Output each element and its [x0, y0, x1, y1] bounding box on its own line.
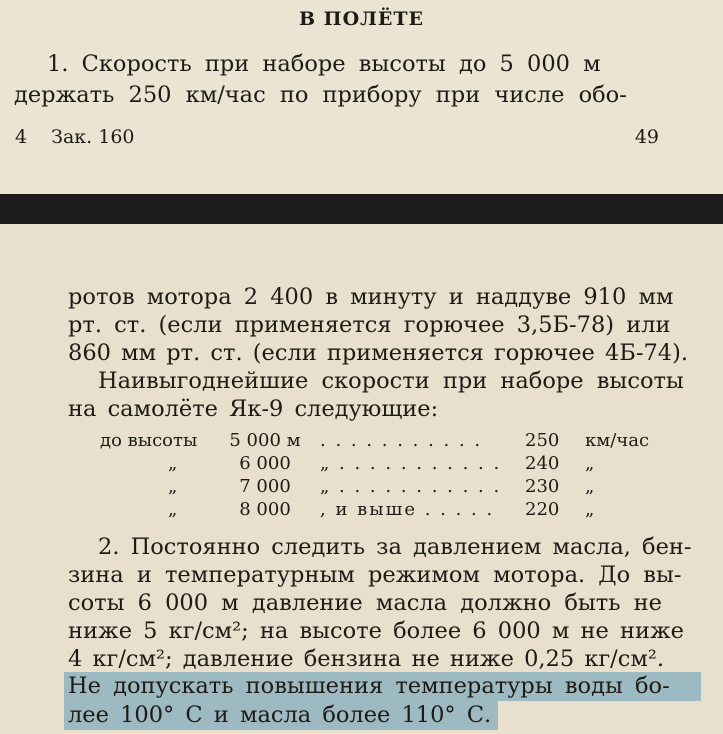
speed-table-row — [100, 498, 675, 522]
speed-value: 240 — [525, 453, 560, 474]
speed-unit: км/час — [585, 430, 650, 451]
speed-table-row — [100, 429, 675, 453]
text-line: 1. Скорость при наборе высоты до 5 000 м — [47, 51, 601, 77]
speed-value: 250 — [525, 430, 560, 451]
highlighted-line[interactable]: лее 100° С и масла более 110° С. — [68, 702, 492, 728]
altitude-prefix: „ — [168, 476, 178, 497]
leader-dots: . . . . . . . . . . . — [320, 430, 483, 451]
altitude-value: 5 000 м — [229, 430, 301, 451]
highlighted-passage — [64, 672, 704, 730]
altitude-value: 8 000 — [239, 499, 291, 520]
page-footer — [15, 126, 153, 148]
section-title: В ПОЛЁТЕ — [298, 8, 425, 30]
speed-unit: „ — [585, 499, 595, 520]
altitude-value: 6 000 — [239, 453, 291, 474]
altitude-prefix: „ — [168, 453, 178, 474]
highlighted-line[interactable]: Не допускать повышения температуры воды бо- — [68, 673, 670, 699]
text-line: ротов мотора 2 400 в минуту и наддуве 910 мм — [68, 284, 674, 310]
text-line: 860 мм рт. ст. (если применяется горючее 4Б-74). — [68, 340, 689, 366]
text-line: ниже 5 кг/см²; на высоте более 6 000 м не ниже — [68, 618, 684, 644]
speed-table-row — [100, 475, 675, 499]
page-gap — [0, 194, 723, 224]
upper-page — [0, 0, 723, 194]
page-number: 49 — [634, 126, 659, 148]
speed-unit: „ — [585, 476, 595, 497]
signature-mark: 4 — [15, 126, 28, 148]
text-line: держать 250 км/час по прибору при числе обо- — [14, 82, 627, 108]
text-line: на самолёте Як-9 следующие: — [68, 396, 439, 422]
text-line: соты 6 000 м давление масла должно быть не — [68, 590, 662, 616]
speed-value: 220 — [525, 499, 560, 520]
speed-unit: „ — [585, 453, 595, 474]
leader-dots: „ . . . . . . . . . . . — [320, 476, 502, 497]
order-number: Зак. 160 — [51, 126, 135, 148]
text-line: зина и температурным режимом мотора. До вы- — [68, 562, 682, 588]
speed-value: 230 — [525, 476, 560, 497]
altitude-value: 7 000 — [239, 476, 291, 497]
text-line: 4 кг/см²; давление бензина не ниже 0,25 кг/см². — [68, 646, 665, 672]
leader-dots: , и выше . . . . . — [320, 499, 495, 520]
speed-table-row — [100, 452, 675, 476]
text-line: рт. ст. (если применяется горючее 3,5Б-78) или — [68, 312, 671, 338]
altitude-prefix: до высоты — [100, 430, 198, 451]
leader-dots: „ . . . . . . . . . . . — [320, 453, 502, 474]
text-line: 2. Постоянно следить за давлением масла, бен- — [98, 534, 692, 560]
altitude-prefix: „ — [168, 499, 178, 520]
text-line: Наивыгоднейшие скорости при наборе высоты — [98, 368, 684, 394]
